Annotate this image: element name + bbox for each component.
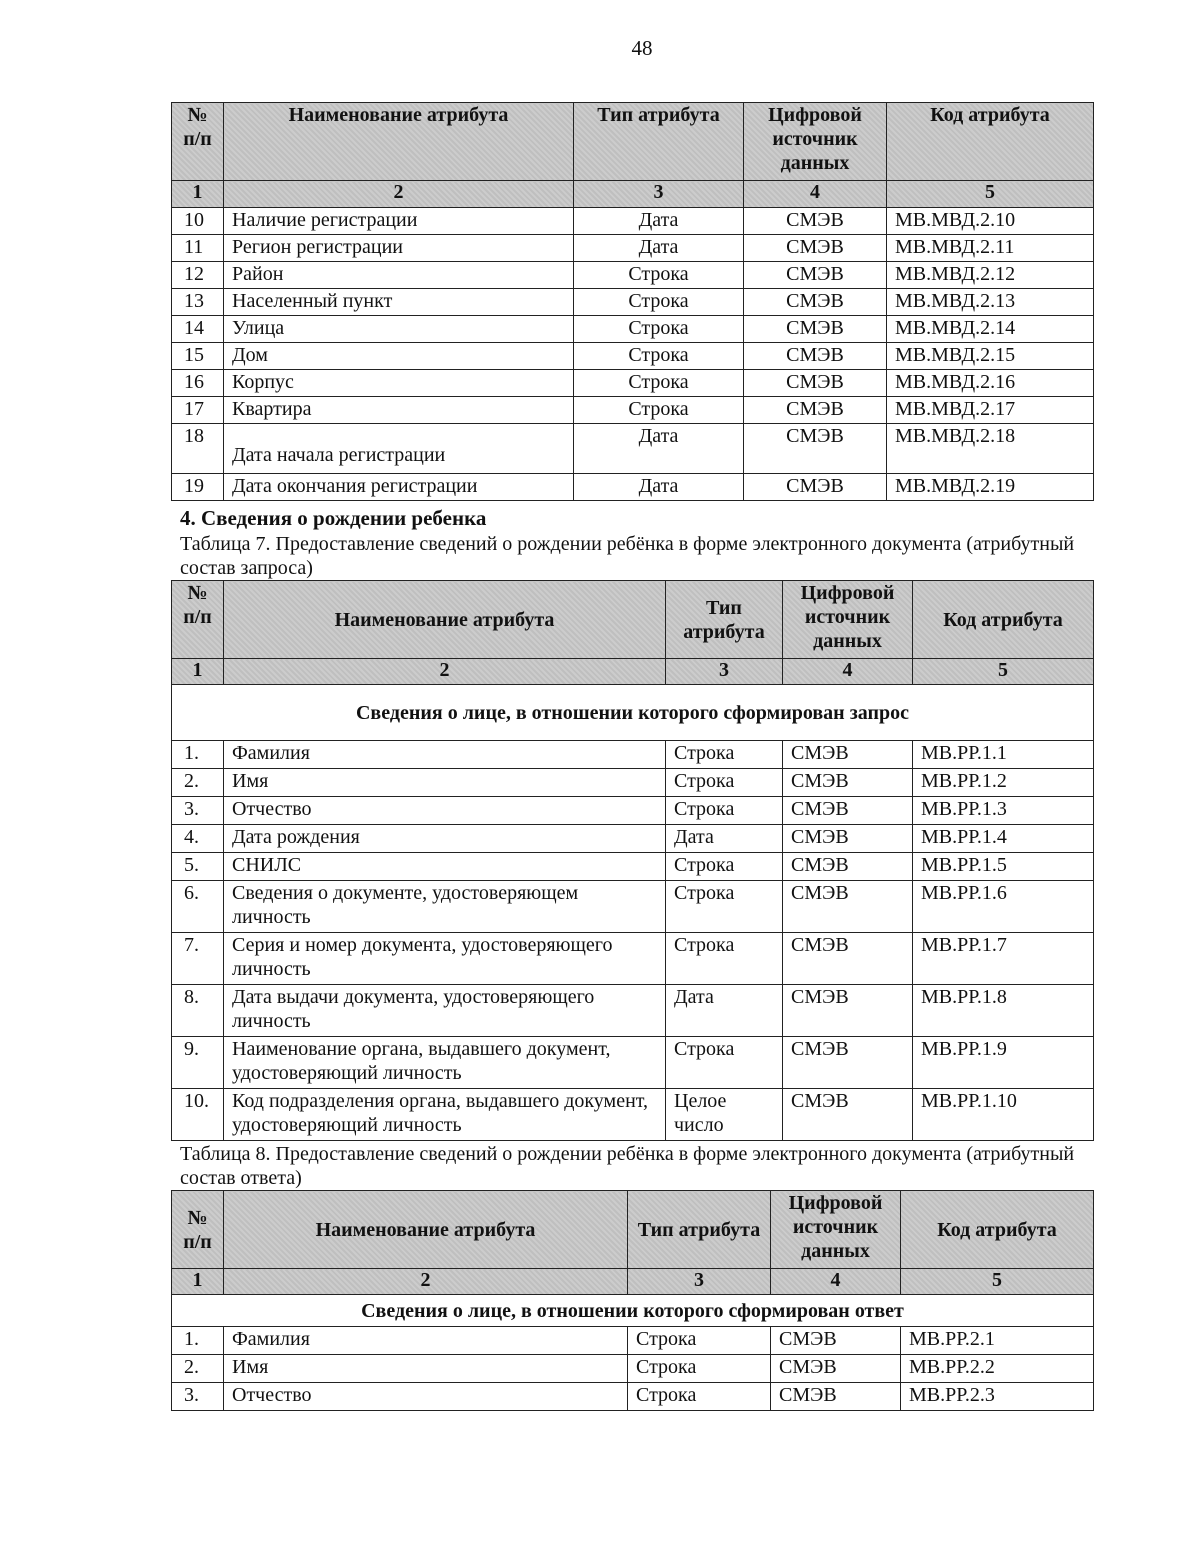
attribute-code: МВ.МВД.2.10 xyxy=(887,208,1094,235)
attribute-code: МВ.РР.2.1 xyxy=(901,1327,1094,1355)
attribute-type: Строка xyxy=(666,769,783,797)
attribute-type: Целое число xyxy=(666,1089,783,1141)
attribute-code: МВ.РР.1.2 xyxy=(913,769,1094,797)
table-row xyxy=(172,370,1094,397)
attribute-source: СМЭВ xyxy=(744,208,887,235)
attribute-name: Наименование органа, выдавшего документ, удостоверяющий личность xyxy=(224,1037,666,1089)
table-row xyxy=(172,343,1094,370)
attribute-name: Район xyxy=(224,262,574,289)
attribute-code: МВ.РР.2.3 xyxy=(901,1383,1094,1411)
col-number: 1 xyxy=(172,659,224,685)
row-number: 3. xyxy=(172,1383,224,1411)
attribute-code: МВ.РР.1.6 xyxy=(913,881,1094,933)
attribute-code: МВ.МВД.2.14 xyxy=(887,316,1094,343)
attribute-name: Имя xyxy=(224,769,666,797)
attribute-source: СМЭВ xyxy=(744,370,887,397)
attribute-type: Строка xyxy=(628,1327,771,1355)
attribute-source: СМЭВ xyxy=(783,741,913,769)
attribute-name: Код подразделения органа, выдавшего документ, удостоверяющий личность xyxy=(224,1089,666,1141)
table-row xyxy=(172,208,1094,235)
row-number: 15 xyxy=(172,343,224,370)
row-number: 8. xyxy=(172,985,224,1037)
table-row xyxy=(172,1037,1094,1089)
header-code: Код атрибута xyxy=(901,1191,1094,1269)
attribute-name: СНИЛС xyxy=(224,853,666,881)
attribute-source: СМЭВ xyxy=(771,1355,901,1383)
attribute-type: Дата xyxy=(574,235,744,262)
header-num: № п/п xyxy=(172,103,224,181)
table-row xyxy=(172,933,1094,985)
header-num: № п/п xyxy=(172,581,224,659)
row-number: 11 xyxy=(172,235,224,262)
table-row xyxy=(172,1089,1094,1141)
attribute-type: Дата xyxy=(574,474,744,501)
attribute-name: Имя xyxy=(224,1355,628,1383)
attribute-type: Строка xyxy=(574,397,744,424)
attribute-source: СМЭВ xyxy=(783,853,913,881)
attribute-name: Фамилия xyxy=(224,1327,628,1355)
attribute-type: Дата xyxy=(574,208,744,235)
section-title: Сведения о лице, в отношении которого сформирован ответ xyxy=(172,1295,1094,1327)
header-name: Наименование атрибута xyxy=(224,581,666,659)
attribute-source: СМЭВ xyxy=(783,881,913,933)
col-number: 2 xyxy=(224,659,666,685)
attribute-type: Строка xyxy=(574,370,744,397)
row-number: 17 xyxy=(172,397,224,424)
header-type: Тип атрибута xyxy=(666,581,783,659)
attribute-type: Строка xyxy=(666,853,783,881)
col-number: 5 xyxy=(913,659,1094,685)
attribute-code: МВ.МВД.2.12 xyxy=(887,262,1094,289)
row-number: 1. xyxy=(172,1327,224,1355)
table-row xyxy=(172,235,1094,262)
attribute-type: Строка xyxy=(666,1037,783,1089)
col-number: 3 xyxy=(574,181,744,208)
registration-attributes-table xyxy=(171,102,1094,501)
attribute-name: Регион регистрации xyxy=(224,235,574,262)
col-number: 5 xyxy=(901,1269,1094,1295)
table-row xyxy=(172,853,1094,881)
attribute-type: Строка xyxy=(666,741,783,769)
table-body xyxy=(172,741,1094,1141)
attribute-code: МВ.РР.2.2 xyxy=(901,1355,1094,1383)
attribute-code: МВ.РР.1.10 xyxy=(913,1089,1094,1141)
attribute-source: СМЭВ xyxy=(744,474,887,501)
attribute-name: Дата окончания регистрации xyxy=(224,474,574,501)
row-number: 2. xyxy=(172,769,224,797)
row-number: 14 xyxy=(172,316,224,343)
col-number: 5 xyxy=(887,181,1094,208)
attribute-source: СМЭВ xyxy=(744,397,887,424)
attribute-source: СМЭВ xyxy=(783,1037,913,1089)
birth-response-table xyxy=(171,1190,1094,1411)
table-row xyxy=(172,1355,1094,1383)
row-number: 10. xyxy=(172,1089,224,1141)
page-number: 48 xyxy=(631,36,653,60)
header-code: Код атрибута xyxy=(887,103,1094,181)
attribute-name: Улица xyxy=(224,316,574,343)
table-row xyxy=(172,289,1094,316)
attribute-type: Строка xyxy=(574,262,744,289)
header-source: Цифровой источник данных xyxy=(744,103,887,181)
attribute-code: МВ.РР.1.8 xyxy=(913,985,1094,1037)
attribute-type: Строка xyxy=(574,316,744,343)
attribute-source: СМЭВ xyxy=(783,797,913,825)
row-number: 2. xyxy=(172,1355,224,1383)
row-number: 9. xyxy=(172,1037,224,1089)
attribute-source: СМЭВ xyxy=(771,1327,901,1355)
table-body xyxy=(172,208,1094,501)
table-row xyxy=(172,316,1094,343)
table-row xyxy=(172,1383,1094,1411)
section-title: Сведения о лице, в отношении которого сформирован запрос xyxy=(172,685,1094,741)
attribute-code: МВ.МВД.2.18 xyxy=(887,424,1094,474)
header-source: Цифровой источник данных xyxy=(783,581,913,659)
table8-caption: Таблица 8. Предоставление сведений о рождении ребёнка в форме электронного документа (атрибутный состав ответа) xyxy=(180,1143,1075,1189)
attribute-type: Дата xyxy=(666,985,783,1037)
attribute-source: СМЭВ xyxy=(744,235,887,262)
attribute-name: Квартира xyxy=(224,397,574,424)
attribute-source: СМЭВ xyxy=(783,825,913,853)
table-row xyxy=(172,424,1094,474)
row-number: 13 xyxy=(172,289,224,316)
attribute-name: Серия и номер документа, удостоверяющего личность xyxy=(224,933,666,985)
attribute-source: СМЭВ xyxy=(744,424,887,474)
attribute-code: МВ.МВД.2.15 xyxy=(887,343,1094,370)
attribute-name: Корпус xyxy=(224,370,574,397)
attribute-type: Строка xyxy=(666,933,783,985)
attribute-name: Населенный пункт xyxy=(224,289,574,316)
attribute-type: Строка xyxy=(628,1355,771,1383)
row-number: 7. xyxy=(172,933,224,985)
row-number: 18 xyxy=(172,424,224,474)
row-number: 1. xyxy=(172,741,224,769)
attribute-code: МВ.РР.1.5 xyxy=(913,853,1094,881)
attribute-code: МВ.РР.1.7 xyxy=(913,933,1094,985)
header-name: Наименование атрибута xyxy=(224,1191,628,1269)
attribute-code: МВ.РР.1.1 xyxy=(913,741,1094,769)
attribute-code: МВ.МВД.2.16 xyxy=(887,370,1094,397)
attribute-name: Отчество xyxy=(224,1383,628,1411)
birth-request-table xyxy=(171,580,1094,1141)
col-number: 4 xyxy=(783,659,913,685)
row-number: 10 xyxy=(172,208,224,235)
col-number: 3 xyxy=(628,1269,771,1295)
attribute-type: Дата xyxy=(574,424,744,474)
attribute-source: СМЭВ xyxy=(783,769,913,797)
table-row xyxy=(172,797,1094,825)
attribute-source: СМЭВ xyxy=(783,933,913,985)
header-num: № п/п xyxy=(172,1191,224,1269)
col-number: 2 xyxy=(224,181,574,208)
attribute-name: Наличие регистрации xyxy=(224,208,574,235)
header-source: Цифровой источник данных xyxy=(771,1191,901,1269)
attribute-code: МВ.МВД.2.17 xyxy=(887,397,1094,424)
header-type: Тип атрибута xyxy=(574,103,744,181)
attribute-source: СМЭВ xyxy=(783,1089,913,1141)
col-number: 4 xyxy=(744,181,887,208)
header-name: Наименование атрибута xyxy=(224,103,574,181)
attribute-type: Строка xyxy=(628,1383,771,1411)
table-row xyxy=(172,262,1094,289)
table-row xyxy=(172,985,1094,1037)
attribute-type: Строка xyxy=(574,343,744,370)
table-row xyxy=(172,1327,1094,1355)
attribute-code: МВ.РР.1.4 xyxy=(913,825,1094,853)
attribute-name: Фамилия xyxy=(224,741,666,769)
attribute-code: МВ.МВД.2.19 xyxy=(887,474,1094,501)
attribute-code: МВ.РР.1.9 xyxy=(913,1037,1094,1089)
col-number: 1 xyxy=(172,181,224,208)
row-number: 5. xyxy=(172,853,224,881)
col-number: 1 xyxy=(172,1269,224,1295)
table-row xyxy=(172,825,1094,853)
col-number: 3 xyxy=(666,659,783,685)
header-code: Код атрибута xyxy=(913,581,1094,659)
attribute-type: Строка xyxy=(574,289,744,316)
attribute-code: МВ.МВД.2.11 xyxy=(887,235,1094,262)
col-number: 2 xyxy=(224,1269,628,1295)
attribute-source: СМЭВ xyxy=(744,262,887,289)
attribute-code: МВ.МВД.2.13 xyxy=(887,289,1094,316)
attribute-code: МВ.РР.1.3 xyxy=(913,797,1094,825)
attribute-name: Отчество xyxy=(224,797,666,825)
attribute-name: Сведения о документе, удостоверяющем личность xyxy=(224,881,666,933)
attribute-name: Дом xyxy=(224,343,574,370)
row-number: 12 xyxy=(172,262,224,289)
attribute-type: Дата xyxy=(666,825,783,853)
table-row xyxy=(172,397,1094,424)
section-heading: 4. Сведения о рождении ребенка xyxy=(180,506,487,530)
table-row xyxy=(172,474,1094,501)
row-number: 6. xyxy=(172,881,224,933)
row-number: 4. xyxy=(172,825,224,853)
table-row xyxy=(172,769,1094,797)
attribute-source: СМЭВ xyxy=(783,985,913,1037)
table7-caption: Таблица 7. Предоставление сведений о рождении ребёнка в форме электронного документа (атрибутный состав запроса) xyxy=(180,533,1075,579)
attribute-name: Дата выдачи документа, удостоверяющего личность xyxy=(224,985,666,1037)
attribute-name: Дата начала регистрации xyxy=(224,424,574,474)
table-row xyxy=(172,881,1094,933)
attribute-source: СМЭВ xyxy=(744,289,887,316)
attribute-source: СМЭВ xyxy=(744,343,887,370)
attribute-source: СМЭВ xyxy=(744,316,887,343)
row-number: 19 xyxy=(172,474,224,501)
attribute-type: Строка xyxy=(666,881,783,933)
col-number: 4 xyxy=(771,1269,901,1295)
table-body xyxy=(172,1327,1094,1411)
attribute-source: СМЭВ xyxy=(771,1383,901,1411)
header-type: Тип атрибута xyxy=(628,1191,771,1269)
row-number: 3. xyxy=(172,797,224,825)
table-row xyxy=(172,741,1094,769)
attribute-type: Строка xyxy=(666,797,783,825)
row-number: 16 xyxy=(172,370,224,397)
attribute-name: Дата рождения xyxy=(224,825,666,853)
